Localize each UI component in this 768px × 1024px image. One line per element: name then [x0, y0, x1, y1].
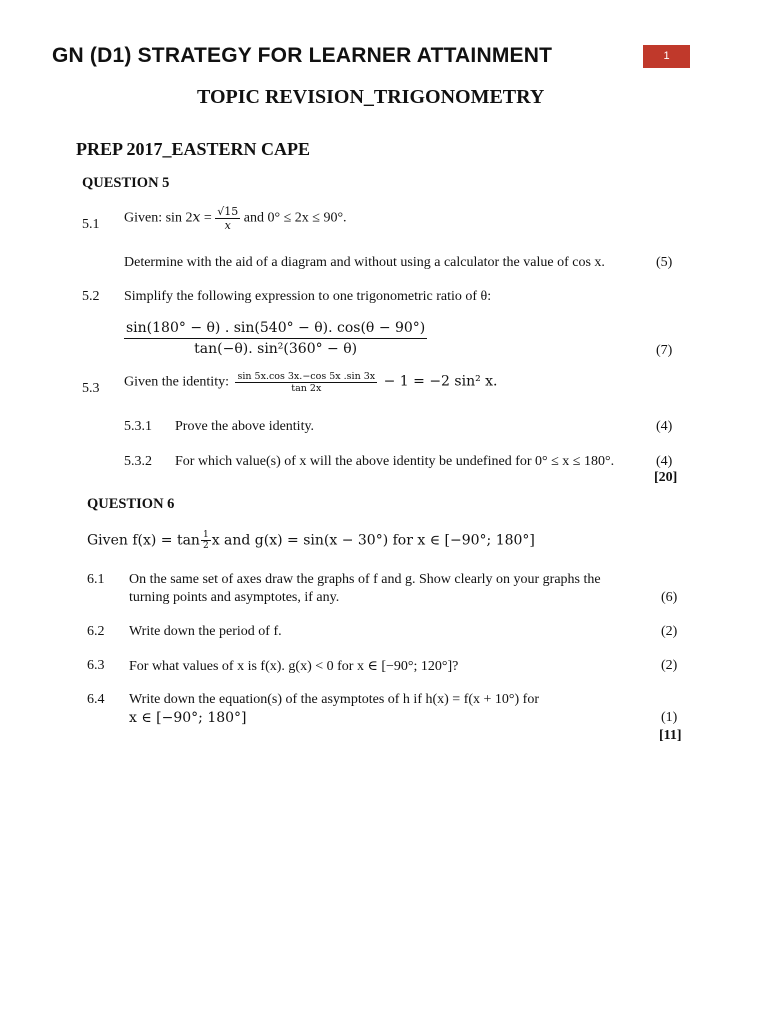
q5-3-fraction	[235, 371, 377, 394]
question-5-heading: QUESTION 5	[82, 175, 170, 191]
q6-4-number: 6.4	[87, 692, 105, 707]
q5-1-instruction: Determine with the aid of a diagram and without using a calculator the value of cos x.	[124, 255, 605, 270]
q5-1-number: 5.1	[82, 217, 100, 232]
q5-2-expression	[124, 320, 427, 357]
q5-3-number: 5.3	[82, 381, 100, 396]
q6-4-line2: x ∈ [−90°; 180°]	[129, 710, 247, 726]
q6-2-marks: (2)	[661, 624, 678, 639]
q5-3-1-number: 5.3.1	[124, 419, 152, 434]
q5-2-text: Simplify the following expression to one trigonometric ratio of θ:	[124, 289, 492, 304]
q6-3-text: For what values of x is f(x). g(x) < 0 for x ∈ [−90°; 120°]?	[129, 659, 459, 674]
q5-2-denominator: tan(−θ). sin²(360° − θ)	[194, 341, 358, 357]
q5-3-2-marks: (4)	[656, 454, 673, 469]
q5-3-1-marks: (4)	[656, 419, 673, 434]
q5-total-marks: [20]	[654, 470, 678, 485]
q5-1-given-eq: =	[200, 210, 216, 226]
q5-1-given-prefix: Given: sin 2	[124, 210, 193, 226]
q6-1-number: 6.1	[87, 572, 105, 587]
q6-1-line1: On the same set of axes draw the graphs of f and g. Show clearly on your graphs the	[129, 572, 601, 587]
q5-1-fraction-denominator: x	[224, 219, 231, 232]
question-6-heading: QUESTION 6	[87, 496, 175, 512]
q5-2-fraction	[124, 320, 427, 357]
q5-1-fraction	[215, 205, 240, 232]
topic-title: TOPIC REVISION_TRIGONOMETRY	[197, 86, 545, 108]
q5-1-fraction-numerator: √15	[217, 205, 239, 218]
q5-3-fraction-denominator: tan 2x	[291, 383, 322, 394]
q6-given-half-fraction	[201, 530, 211, 551]
q5-1-marks: (5)	[656, 255, 673, 270]
q5-3-prefix: Given the identity:	[124, 374, 229, 390]
q5-1-given-suffix: and 0° ≤ 2x ≤ 90°.	[240, 210, 347, 226]
q5-2-numerator: sin(180° − θ) . sin(540° − θ). cos(θ − 90°)	[124, 320, 427, 339]
q6-4-marks: (1)	[661, 710, 678, 725]
prep-title: PREP 2017_EASTERN CAPE	[76, 139, 311, 159]
q5-3-1-text: Prove the above identity.	[175, 419, 315, 434]
q6-total-marks: [11]	[659, 728, 682, 743]
q5-2-marks: (7)	[656, 343, 673, 358]
q6-3-marks: (2)	[661, 658, 678, 673]
q6-1-marks: (6)	[661, 590, 678, 605]
q6-1-line2: turning points and asymptotes, if any.	[129, 590, 340, 605]
q6-given-half-denominator: 2	[202, 541, 209, 551]
q5-2-number: 5.2	[82, 289, 100, 304]
q6-given-part-a: Given f(x) = tan	[87, 532, 200, 549]
page-number-badge: 1	[643, 45, 690, 68]
q6-given-part-b: x and g(x) = sin(x − 30°) for x ∈ [−90°; 180°]	[211, 532, 535, 549]
q5-3-2-number: 5.3.2	[124, 454, 152, 469]
q5-3-suffix: − 1 = −2 sin² x.	[383, 373, 498, 390]
q6-2-text: Write down the period of f.	[129, 624, 282, 639]
q6-2-number: 6.2	[87, 624, 105, 639]
q5-3-2-text: For which value(s) of x will the above identity be undefined for 0° ≤ x ≤ 180°.	[175, 454, 615, 469]
q5-3-given	[124, 371, 498, 394]
q5-3-fraction-numerator: sin 5x.cos 3x.−cos 5x .sin 3x	[237, 371, 376, 382]
q6-4-line1: Write down the equation(s) of the asymptotes of h if h(x) = f(x + 10°) for	[129, 692, 539, 707]
q5-1-given-var: x	[192, 209, 201, 226]
document-header-title: GN (D1) STRATEGY FOR LEARNER ATTAINMENT	[52, 44, 553, 67]
q6-3-number: 6.3	[87, 658, 105, 673]
q6-given-half-numerator: 1	[202, 530, 209, 540]
q6-given	[87, 530, 535, 551]
q5-1-given	[124, 205, 347, 232]
